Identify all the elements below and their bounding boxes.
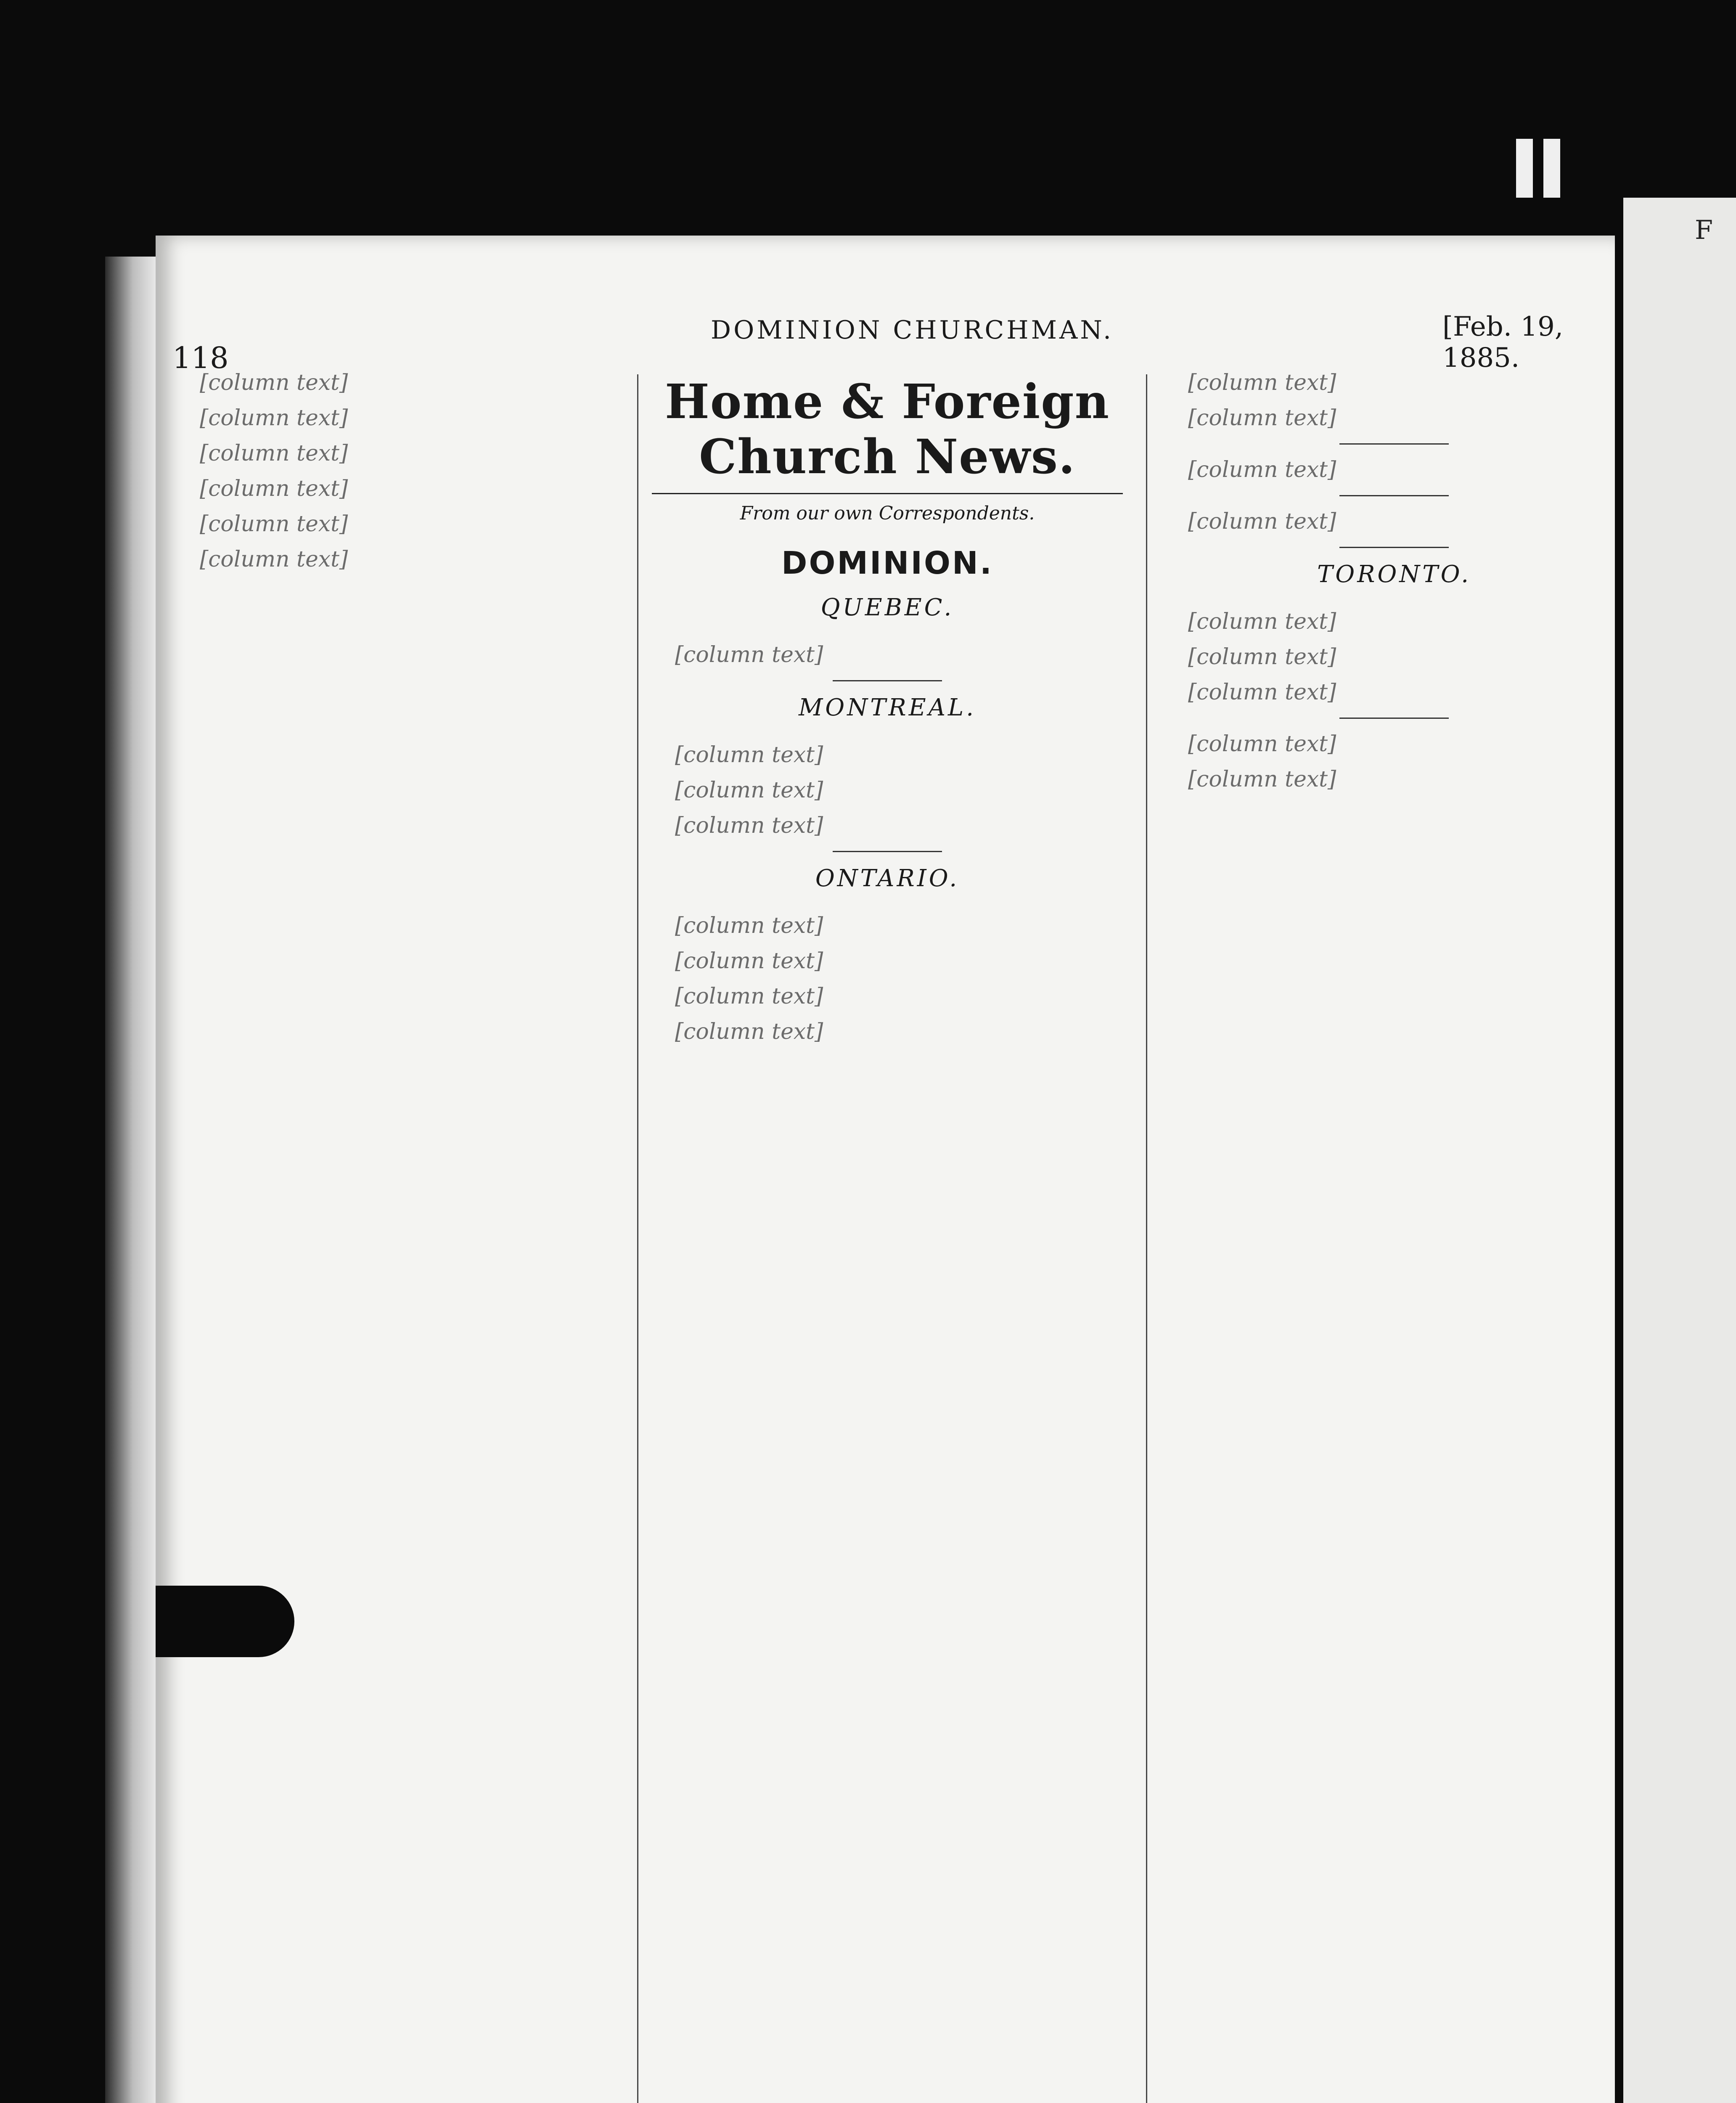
section-divider [833,680,942,681]
issue-date: [Feb. 19, 1885. [1442,311,1564,373]
paragraph: [column text] [200,370,348,395]
paragraph: [column text] [675,984,823,1009]
paragraph: [column text] [1188,509,1336,534]
section-heading: DOMINION. [781,545,993,581]
book-page-edge [105,257,156,2103]
paragraph: [column text] [1188,644,1336,670]
page-number: 118 [172,341,229,375]
left-column [177,370,627,2103]
film-registration-mark [1543,139,1560,198]
film-registration-mark [1516,139,1533,198]
paragraph: [column text] [675,742,823,768]
paragraph: [column text] [675,813,823,838]
section-divider [1339,495,1449,496]
facing-page-running-head: F [1695,215,1713,245]
running-head [156,269,1615,375]
paragraph: [column text] [200,441,348,466]
running-title: DOMINION CHURCHMAN. [711,315,1114,345]
newspaper-page [156,236,1615,2103]
column-rule [637,374,638,2103]
paragraph: [column text] [675,948,823,974]
middle-column [652,370,1123,2103]
masthead-subtitle: From our own Correspondents. [740,503,1035,524]
right-column [1165,370,1615,2103]
region-heading: QUEBEC. [820,594,954,621]
paragraph: [column text] [1188,767,1336,792]
paragraph: [column text] [1188,680,1336,705]
region-heading: ONTARIO. [815,865,960,892]
paragraph: [column text] [675,913,823,938]
paragraph: [column text] [1188,457,1336,482]
section-divider [1339,547,1449,548]
paragraph: [column text] [200,511,348,537]
column-rule [1146,374,1147,2103]
paragraph: [column text] [1188,731,1336,757]
paragraph: [column text] [675,778,823,803]
paragraph: [column text] [1188,405,1336,431]
section-divider [833,851,942,852]
paragraph: [column text] [200,547,348,572]
paragraph: [column text] [675,642,823,667]
section-divider [1339,443,1449,445]
paragraph: [column text] [200,405,348,431]
paragraph: [column text] [200,476,348,501]
paragraph: [column text] [675,1019,823,1044]
paragraph: [column text] [1188,370,1336,395]
region-heading: MONTREAL. [798,694,977,721]
paragraph: [column text] [1188,609,1336,634]
section-masthead: Home & Foreign Church News. [652,374,1123,494]
section-divider [1339,718,1449,719]
scanner-thumb-shadow [156,1586,294,1657]
region-heading: TORONTO. [1317,561,1471,588]
facing-page-fragment [1623,198,1736,2103]
